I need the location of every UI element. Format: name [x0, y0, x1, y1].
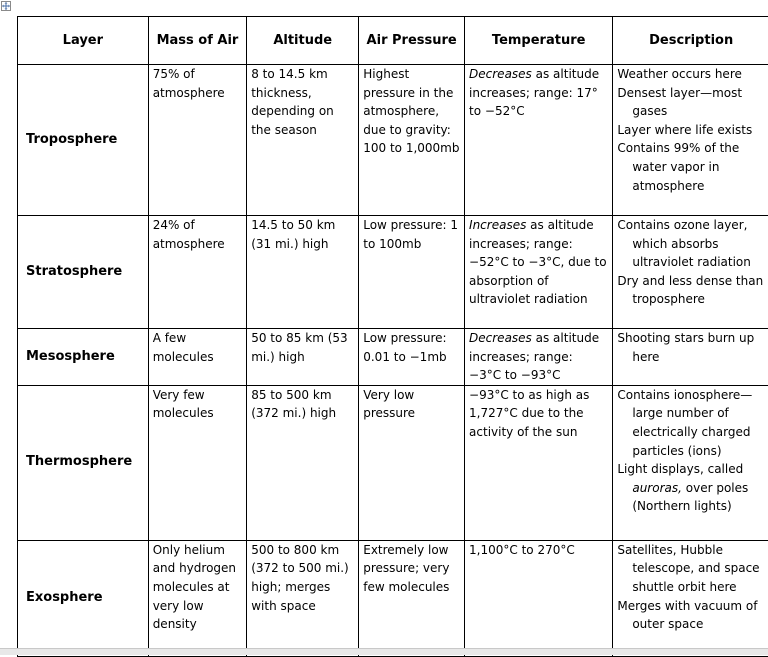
description-item — [617, 460, 765, 516]
description-item: Weather occurs here — [617, 65, 765, 84]
header-description: Description — [613, 17, 768, 65]
description-cell — [613, 65, 768, 216]
description-item: Shooting stars burn up here — [617, 329, 765, 366]
description-text: over poles (Northern lights) — [632, 481, 748, 514]
mass-cell: Very few molecules — [148, 385, 247, 540]
description-item: Dry and less dense than troposphere — [617, 272, 765, 309]
temperature-text: −93°C to as high as 1,727°C due to the activity of the sun — [469, 388, 589, 439]
header-row — [18, 17, 768, 65]
altitude-cell: 500 to 800 km (372 to 500 mi.) high; merges with space — [247, 540, 359, 656]
mass-cell: A few molecules — [148, 329, 247, 386]
altitude-cell: 8 to 14.5 km thickness, depending on the season — [247, 65, 359, 216]
mass-cell: 75% of atmosphere — [148, 65, 247, 216]
mass-cell: Only helium and hydrogen molecules at very low density — [148, 540, 247, 656]
temperature-text: as altitude increases; range: −3°C to −93°C — [469, 331, 599, 382]
description-cell — [613, 216, 768, 329]
description-item: Contains 99% of the water vapor in atmosphere — [617, 139, 765, 195]
table-row — [18, 65, 768, 216]
description-emphasis: auroras, — [632, 481, 682, 495]
header-layer: Layer — [18, 17, 149, 65]
description-item: Satellites, Hubble telescope, and space shuttle orbit here — [617, 541, 765, 597]
layer-name: Thermosphere — [18, 385, 149, 540]
temperature-text: as altitude increases; range: 17° to −52°C — [469, 67, 599, 118]
header-temperature: Temperature — [465, 17, 613, 65]
altitude-cell: 50 to 85 km (53 mi.) high — [247, 329, 359, 386]
temperature-trend: Decreases — [469, 67, 532, 81]
temperature-cell — [465, 540, 613, 656]
pressure-cell: Highest pressure in the atmosphere, due to gravity: 100 to 1,000mb — [359, 65, 465, 216]
layer-name: Exosphere — [18, 540, 149, 656]
description-item: Contains ozone layer, which absorbs ultraviolet radiation — [617, 216, 765, 272]
temperature-trend: Decreases — [469, 331, 532, 345]
layer-name: Troposphere — [18, 65, 149, 216]
table-row — [18, 329, 768, 386]
header-pressure: Air Pressure — [359, 17, 465, 65]
table-row — [18, 385, 768, 540]
temperature-text: 1,100°C to 270°C — [469, 543, 575, 557]
layer-name: Stratosphere — [18, 216, 149, 329]
description-text: Light displays, called — [617, 462, 743, 476]
temperature-cell — [465, 216, 613, 329]
temperature-trend: Increases — [469, 218, 526, 232]
table-row — [18, 540, 768, 656]
pressure-cell: Extremely low pressure; very few molecules — [359, 540, 465, 656]
layer-name: Mesosphere — [18, 329, 149, 386]
altitude-cell: 85 to 500 km (372 mi.) high — [247, 385, 359, 540]
mass-cell: 24% of atmosphere — [148, 216, 247, 329]
description-item: Merges with vacuum of outer space — [617, 597, 765, 634]
header-altitude: Altitude — [247, 17, 359, 65]
description-cell — [613, 329, 768, 386]
temperature-text: as altitude increases; range: −52°C to −3°C, due to absorption of ultraviolet radiation — [469, 218, 607, 306]
pressure-cell: Low pressure: 1 to 100mb — [359, 216, 465, 329]
temperature-cell — [465, 385, 613, 540]
altitude-cell: 14.5 to 50 km (31 mi.) high — [247, 216, 359, 329]
description-item: Layer where life exists — [617, 121, 765, 140]
header-mass: Mass of Air — [148, 17, 247, 65]
temperature-cell — [465, 65, 613, 216]
description-item: Contains ionosphere—large number of electrically charged particles (ions) — [617, 386, 765, 460]
temperature-cell — [465, 329, 613, 386]
description-item: Densest layer—most gases — [617, 84, 765, 121]
atmosphere-layers-table — [17, 16, 768, 657]
description-cell — [613, 540, 768, 656]
pressure-cell: Very low pressure — [359, 385, 465, 540]
pressure-cell: Low pressure: 0.01 to −1mb — [359, 329, 465, 386]
move-arrows-icon — [2, 2, 10, 10]
table-move-handle[interactable] — [1, 1, 11, 11]
table-row — [18, 216, 768, 329]
description-cell — [613, 385, 768, 540]
